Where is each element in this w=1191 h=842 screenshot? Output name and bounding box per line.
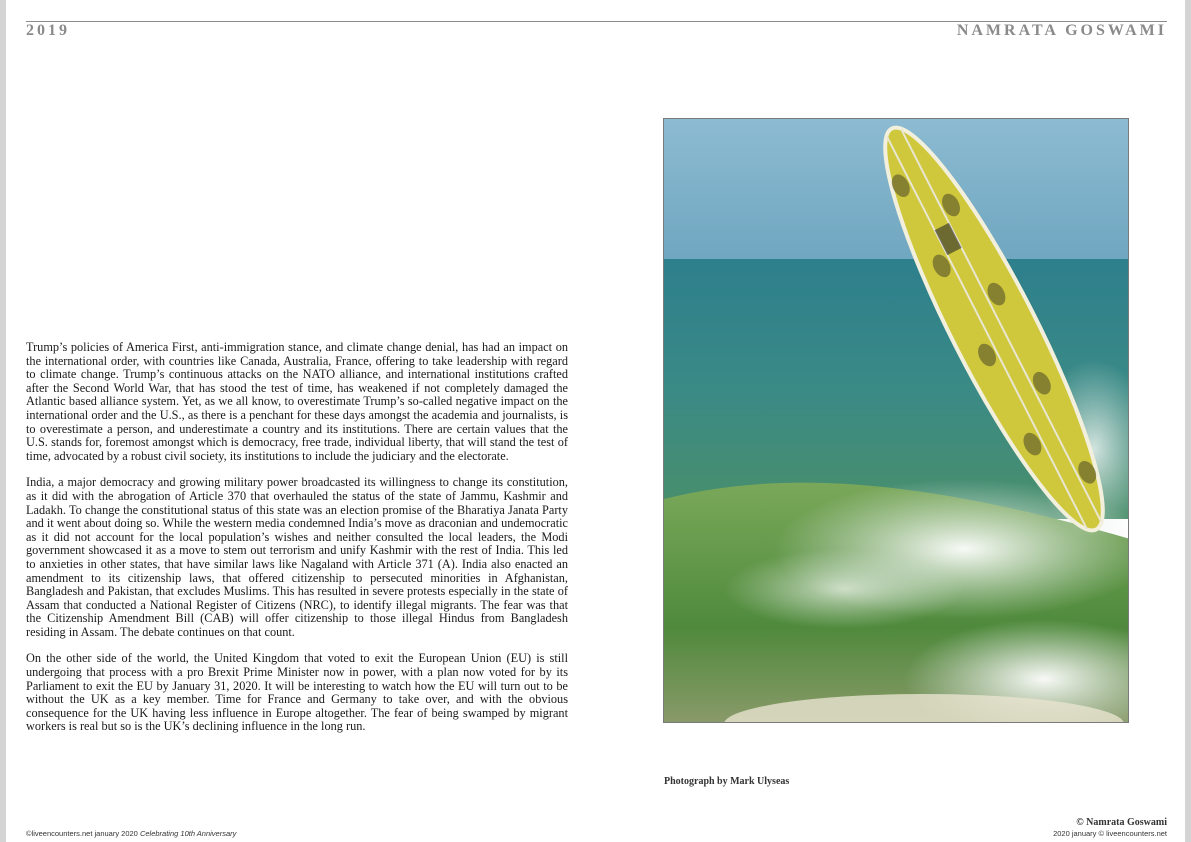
page-edge-right [1185,0,1191,842]
article-paragraph-1: Trump’s policies of America First, anti-immigration stance, and climate change denial, has had an impact on the international order, with countries like Canada, Australia, France, offering to take leadership with regard to climate change. Trump’s continuous attacks on the NATO alliance, and international institutions crafted after the Second World War, that has stood the test of time, has weakened if not completely damaged the Atlantic based alliance system. Yet, as we all know, to overestimate Trump’s so-called negative impact on the international order and the U.S., as there is a penchant for these days amongst the academia and journalists, is to overestimate a person, and underestimate a country and its institutions. There are certain values that the U.S. stands for, foremost amongst which is democracy, free trade, individual liberty, that will stand the test of time, advocated by a robust civil society, its institutions to include the judiciary and the electorate. [26,340,568,463]
copyright-author: © Namrata Goswami [1076,817,1167,828]
surfboard-photo [663,118,1129,723]
footer-anniversary: Celebrating 10th Anniversary [139,829,237,838]
article-paragraph-3: On the other side of the world, the United Kingdom that voted to exit the European Union (EU) is still undergoing that process with a pro Brexit Prime Minister now in power, with a plan now voted for by its Parliament to exit the EU by January 31, 2020. It will be interesting to watch how the EU will turn out to be without the UK as a key member. Time for France and Germany to take over, and with the obvious consequence for the UK having less influence in Europe altogether. The fear of being swamped by migrant workers is real but so is the UK’s declining influence in the long run. [26,651,568,734]
footer-left [26,829,236,838]
page-edge-left [0,0,6,842]
article-paragraph-2: India, a major democracy and growing military power broadcasted its willingness to change its constitution, as it did with the abrogation of Article 370 that overhauled the status of the state of Jammu, Kashmir and Ladakh. To change the constitutional status of this state was an election promise of the Bharatiya Janata Party and it went about doing so. While the western media condemned India’s move as draconian and undemocratic as it did not account for the local population’s wishes and neither consulted the local leaders, the Modi government showcased it as a move to stem out terrorism and unify Kashmir with the rest of India. This led to anxieties in other states, that have similar laws like Nagaland with Article 371 (A). India also enacted an amendment to its citizenship laws, that offered citizenship to persecuted minorities in Afghanistan, Bangladesh and Pakistan, that excludes Muslims. This has resulted in severe protests especially in the state of Assam that conducted a National Register of Citizens (NRC), to identify illegal migrants. The fear was that the Citizenship Amendment Bill (CAB) will offer citizenship to those illegal Hindus from Bangladesh residing in Assam. The debate continues on that count. [26,475,568,639]
footer-left-text: ©liveencounters.net january 2020 [26,829,138,838]
footer-right-text: 2020 january © liveencounters.net [1053,829,1167,838]
photo-caption: Photograph by Mark Ulyseas [664,776,790,787]
header-author: NAMRATA GOSWAMI [956,22,1167,39]
article-body [26,341,568,747]
header-year: 2019 [26,22,70,39]
